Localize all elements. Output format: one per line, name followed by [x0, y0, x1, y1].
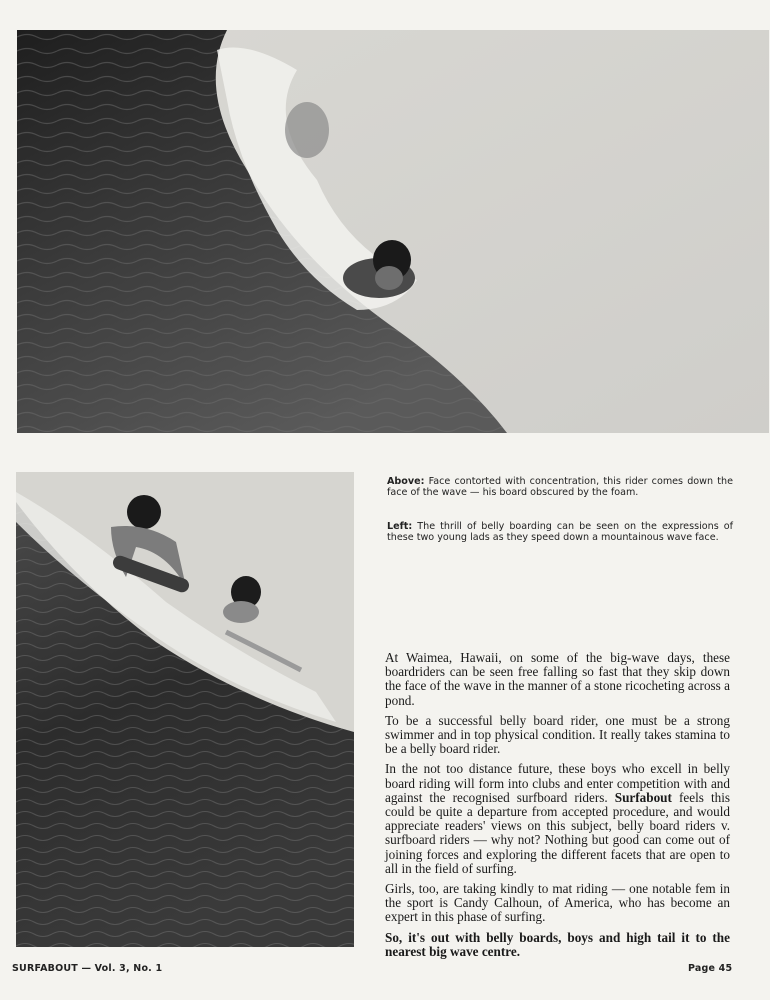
caption-left-label: Left:: [387, 521, 413, 532]
footer-issue: SURFABOUT — Vol. 3, No. 1: [12, 963, 163, 974]
caption-left-text: The thrill of belly boarding can be seen on the expressions of these two young lads as they speed down a mountainous wave face.: [387, 521, 733, 543]
article-paragraph-3-start: In the not too distance future, these boys who excell in belly board riding will form into clubs and enter competition with and against the recognised surfboard riders.: [385, 761, 730, 805]
left-photo: [16, 472, 354, 947]
article-body: [385, 651, 730, 965]
article-paragraph-3-end: feels this could be quite a departure from accepted procedure, and would appreciate readers' views on this subject, belly board riders v. surfboard riders — why not? Nothing but good can come out of joining forces and exploring the different facets that are open to all in the field of surfing.: [385, 789, 730, 876]
caption-left: [387, 521, 733, 543]
top-photo-image: [17, 30, 769, 433]
top-photo: [17, 30, 769, 433]
article-paragraph-3: [385, 762, 730, 876]
article-paragraph-1: At Waimea, Hawaii, on some of the big-wave days, these boardriders can be seen free falling so fast that they skip down the face of the wave in the manner of a stone ricocheting across a pond.: [385, 650, 730, 708]
article-closing-line: So, it's out with belly boards, boys and high tail it to the nearest big wave centre.: [385, 929, 730, 959]
article-paragraph-2: To be a successful belly board rider, one must be a strong swimmer and in top physical condition. It really takes stamina to be a belly board rider.: [385, 712, 730, 757]
article-paragraph-5: [385, 931, 730, 959]
caption-above: [387, 476, 733, 498]
caption-above-text: Face contorted with concentration, this rider comes down the face of the wave — his board obscured by the foam.: [387, 476, 733, 498]
article-paragraph-4: Girls, too, are taking kindly to mat riding — one notable fem in the sport is Candy Calhoun, of America, who has become an expert in this phase of surfing.: [385, 881, 730, 925]
caption-above-label: Above:: [387, 476, 425, 487]
left-photo-image: [16, 472, 354, 947]
magazine-name-inline: Surfabout: [614, 789, 672, 805]
footer-page-number: Page 45: [688, 963, 733, 974]
